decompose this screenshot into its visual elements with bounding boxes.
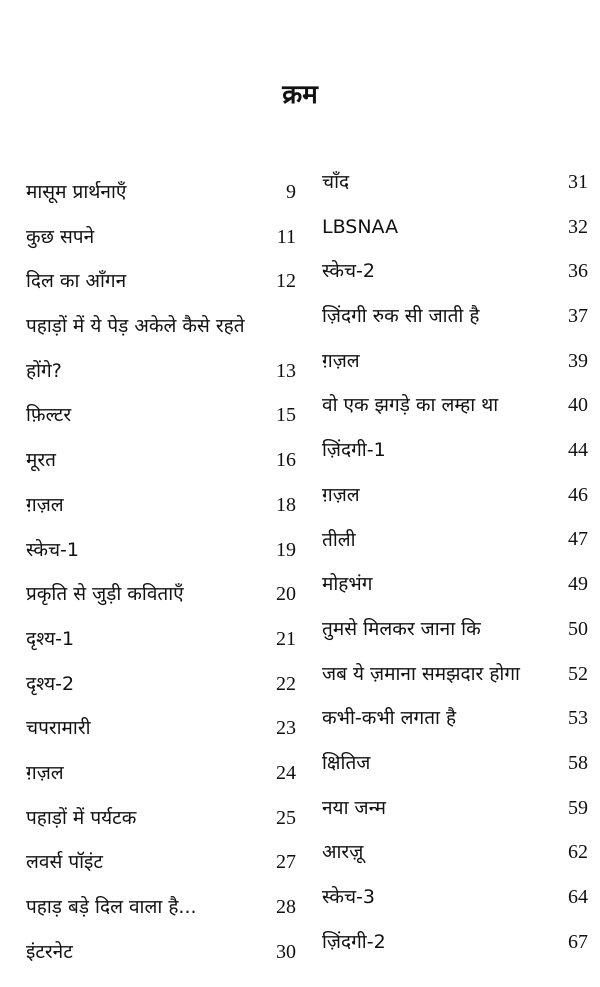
toc-entry-page-number: 64 [568,885,588,908]
toc-entry [26,438,296,483]
toc-entry [322,920,588,965]
toc-entry [26,259,296,304]
toc-entry-title: दृश्य-1 [26,627,75,650]
toc-entry [26,840,296,885]
toc-entry [322,294,588,339]
toc-entry-page-number: 28 [276,896,296,918]
toc-entry-title: स्केच-2 [322,260,375,283]
toc-entry-page-number: 52 [568,662,588,685]
toc-entry-page-number: 25 [276,806,296,829]
toc-entry-title: मूरत [26,449,56,472]
toc-entry [322,652,588,697]
page-title: क्रम [282,80,318,111]
toc-entry-title: चाँद [322,171,350,193]
toc-entry-title: मोहभंग [322,573,373,596]
toc-entry-title: क्षितिज [322,751,371,774]
toc-entry-page-number: 40 [568,394,588,417]
toc-entry-title: तुमसे मिलकर जाना कि [322,617,481,640]
toc-entry [26,572,296,617]
toc-entry-page-number: 37 [568,305,588,328]
toc-entry [322,160,588,205]
toc-entry [322,339,588,384]
toc-entry-page-number: 20 [276,583,296,606]
toc-entry [322,383,588,428]
toc-entry [26,885,296,930]
toc-entry-title: आरज़ू [322,841,364,864]
toc-entry-page-number: 46 [568,483,588,506]
toc-entry-title: स्केच-1 [26,538,79,561]
toc-entry-title: ज़िंदगी-1 [322,439,386,462]
toc-entry-page-number: 16 [276,449,296,472]
toc-entry [26,617,296,662]
toc-entry [322,607,588,652]
toc-entry [322,473,588,518]
toc-entry [26,528,296,573]
toc-entry [322,249,588,294]
toc-entry [322,205,588,250]
toc-entry-title: फ़िल्टर [26,404,72,427]
toc-entry [322,786,588,831]
toc-entry-title: लवर्स पॉइंट [26,851,103,874]
toc-entry-title: पहाड़ों में ये पेड़ अकेले कैसे रहते होंगे? [26,315,245,382]
toc-entry-title: ज़िंदगी-2 [322,930,386,953]
toc-entry-page-number: 27 [276,851,296,874]
toc-entry [26,483,296,528]
toc-entry-title: ग़ज़ल [26,761,64,784]
toc-entry [322,696,588,741]
toc-entry-page-number: 32 [568,215,588,238]
toc-entry [26,170,296,215]
toc-entry-page-number: 39 [568,349,588,372]
toc-entry-page-number: 44 [568,439,588,462]
toc-entry-title: वो एक झगड़े का लम्हा था [322,394,499,417]
toc-entry-page-number: 9 [286,180,296,203]
toc-entry-title: ग़ज़ल [322,483,360,506]
toc-entry-title: कभी-कभी लगता है [322,707,457,730]
toc-entry [26,393,296,438]
toc-entry [26,796,296,841]
toc-entry-page-number: 30 [276,940,296,963]
toc-entry [322,518,588,563]
toc-entry-page-number: 18 [276,493,296,516]
toc-entry-page-number: 67 [568,930,588,953]
toc-entry [322,562,588,607]
toc-entry-title: नया जन्म [322,796,387,819]
toc-entry-title: प्रकृति से जुड़ी कविताएँ [26,583,184,606]
toc-entry-page-number: 58 [568,751,588,774]
toc-entry-title: स्केच-3 [322,886,375,908]
toc-entry-page-number: 53 [568,707,588,730]
toc-entry-title: कुछ सपने [26,225,95,248]
toc-entry-title: दृश्य-2 [26,672,75,695]
toc-entry-page-number: 59 [568,796,588,819]
toc-entry-page-number: 23 [276,717,296,740]
toc-entry-page-number: 15 [276,404,296,427]
toc-entry [26,751,296,796]
toc-entry-page-number: 24 [276,761,296,784]
toc-entry-page-number: 11 [276,225,296,248]
toc-entry [322,428,588,473]
toc-entry-page-number: 13 [276,359,296,382]
toc-entry-page-number: 49 [568,573,588,596]
toc-entry-title: ज़िंदगी रुक सी जाती है [322,305,480,328]
toc-entry-page-number: 36 [568,260,588,283]
toc-entry [26,706,296,751]
toc-entry-title: मासूम प्रार्थनाएँ [26,181,127,203]
toc-entry-page-number: 50 [568,617,588,640]
toc-entry-page-number: 19 [276,538,296,561]
toc-entry [322,741,588,786]
toc-entry [322,875,588,920]
toc-right-column [322,170,588,974]
toc-entry-title: पहाड़ों में पर्यटक [26,806,137,829]
toc-entry-title: तीली [322,528,356,551]
toc-entry-page-number: 12 [276,270,296,293]
toc-entry-page-number: 22 [276,672,296,695]
toc-entry-page-number: 47 [568,528,588,551]
toc-entry [26,304,296,393]
toc-entry-title: ग़ज़ल [26,493,64,516]
toc-entry-title: चपरामारी [26,717,91,740]
toc-entry [322,830,588,875]
toc-entry-page-number: 62 [568,841,588,864]
toc-entry [26,215,296,260]
toc-entry-title: जब ये ज़माना समझदार होगा [322,662,520,685]
toc-entry-title: ग़ज़ल [322,349,360,372]
toc-entry-title: पहाड़ बड़े दिल वाला है... [26,896,197,919]
toc-entry [26,662,296,707]
toc-entry-page-number: 21 [276,627,296,650]
toc-entry-page-number: 31 [568,170,588,193]
toc-entry-title: इंटरनेट [26,940,73,963]
toc-entry-title: दिल का आँगन [26,270,127,293]
toc-entry [26,930,296,975]
toc-left-column [26,170,296,974]
toc-entry-title: LBSNAA [322,215,399,238]
